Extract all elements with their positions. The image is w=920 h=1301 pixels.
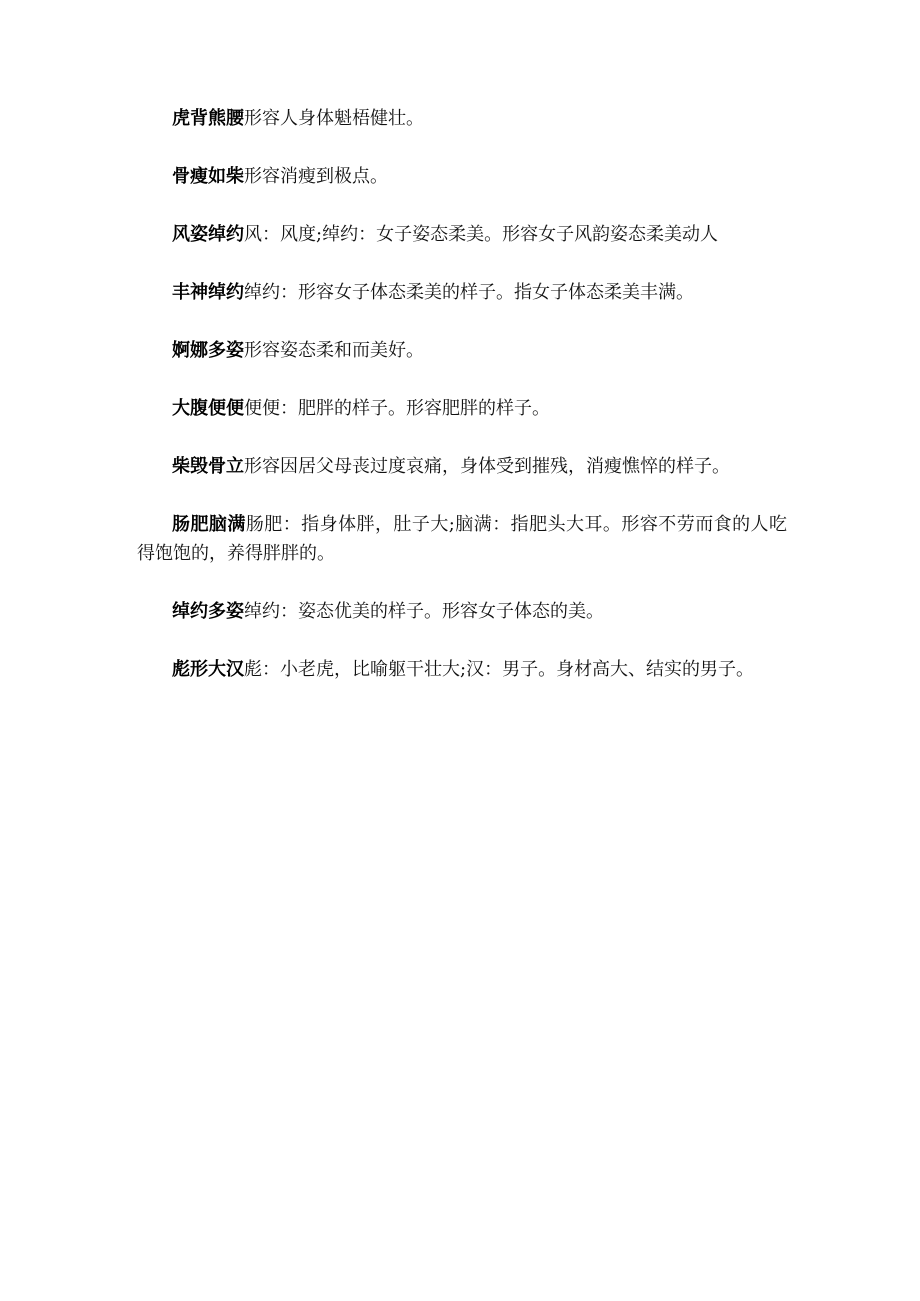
idiom-entry xyxy=(137,220,787,249)
idiom-term: 骨瘦如柴 xyxy=(172,166,244,187)
idiom-entry xyxy=(137,655,787,684)
idiom-term: 风姿绰约 xyxy=(172,224,244,245)
idiom-term: 肠肥脑满 xyxy=(172,514,246,535)
idiom-entry xyxy=(137,336,787,365)
idiom-definition: 肠肥：指身体胖，肚子大;脑满：指肥头大耳。形容不劳而食的人吃得饱饱的，养得胖胖的。 xyxy=(137,514,788,564)
idiom-term: 柴毁骨立 xyxy=(172,456,244,477)
idiom-definition: 绰约：姿态优美的样子。形容女子体态的美。 xyxy=(244,601,604,622)
idiom-term: 绰约多姿 xyxy=(172,601,244,622)
idiom-definition: 风：风度;绰约：女子姿态柔美。形容女子风韵姿态柔美动人 xyxy=(244,224,719,245)
idiom-definition: 彪：小老虎，比喻躯干壮大;汉：男子。身材高大、结实的男子。 xyxy=(244,659,755,680)
idiom-definition: 绰约：形容女子体态柔美的样子。指女子体态柔美丰满。 xyxy=(244,282,694,303)
idiom-entry xyxy=(137,278,787,307)
idiom-list xyxy=(137,104,787,713)
idiom-entry xyxy=(137,104,787,133)
idiom-term: 彪形大汉 xyxy=(172,659,244,680)
idiom-term: 虎背熊腰 xyxy=(172,108,244,129)
idiom-entry xyxy=(137,394,787,423)
idiom-term: 婀娜多姿 xyxy=(172,340,244,361)
idiom-definition: 形容消瘦到极点。 xyxy=(244,166,388,187)
idiom-definition: 形容因居父母丧过度哀痛，身体受到摧残，消瘦憔悴的样子。 xyxy=(244,456,730,477)
idiom-entry xyxy=(137,162,787,191)
idiom-term: 大腹便便 xyxy=(172,398,244,419)
idiom-definition: 便便：肥胖的样子。形容肥胖的样子。 xyxy=(244,398,550,419)
idiom-term: 丰神绰约 xyxy=(172,282,244,303)
idiom-definition: 形容人身体魁梧健壮。 xyxy=(244,108,424,129)
idiom-entry xyxy=(137,510,787,568)
idiom-definition: 形容姿态柔和而美好。 xyxy=(244,340,424,361)
idiom-entry xyxy=(137,452,787,481)
idiom-entry xyxy=(137,597,787,626)
